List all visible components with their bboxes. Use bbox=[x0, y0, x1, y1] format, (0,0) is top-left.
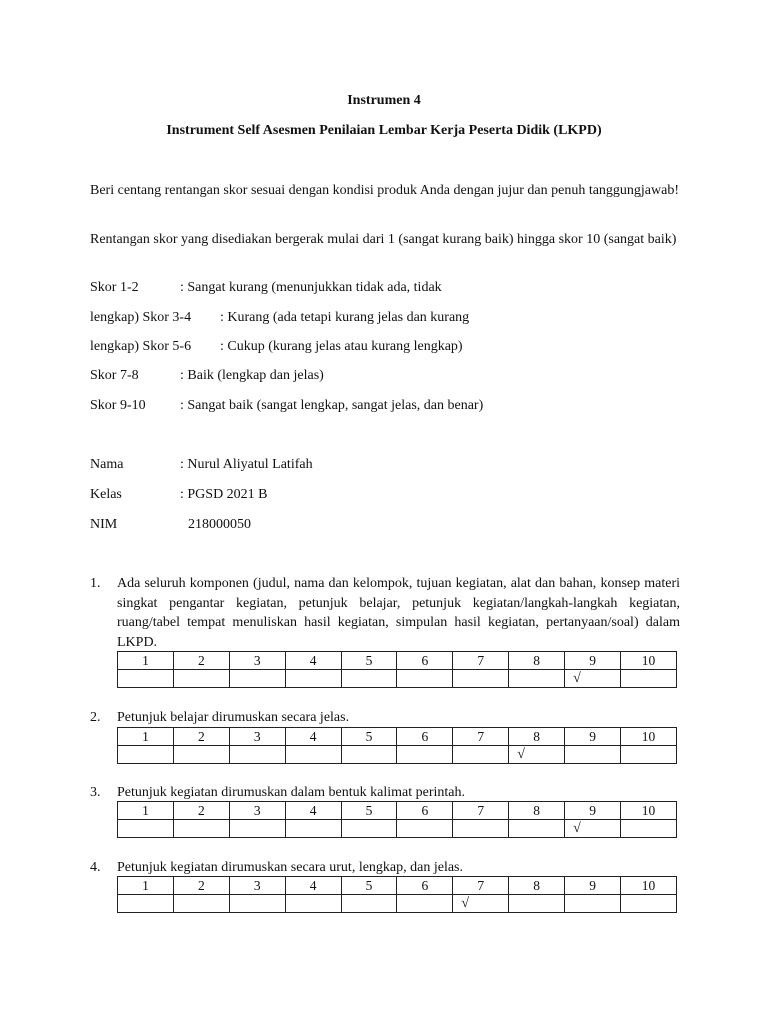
score-check-cell[interactable] bbox=[509, 670, 565, 688]
score-header-cell: 6 bbox=[397, 877, 453, 895]
score-header-cell: 7 bbox=[453, 877, 509, 895]
identity-label: NIM bbox=[90, 517, 118, 532]
score-header-cell: 2 bbox=[173, 728, 229, 746]
score-header-cell: 10 bbox=[621, 802, 677, 820]
score-check-cell[interactable] bbox=[509, 820, 565, 838]
score-header-cell: 3 bbox=[229, 652, 285, 670]
score-check-cell[interactable] bbox=[118, 670, 174, 688]
score-check-row bbox=[118, 746, 677, 764]
score-line-label: lengkap) Skor 5-6 bbox=[90, 339, 192, 354]
score-header-cell: 5 bbox=[341, 728, 397, 746]
score-check-row bbox=[118, 820, 677, 838]
score-header-cell: 5 bbox=[341, 652, 397, 670]
score-header-cell: 8 bbox=[509, 802, 565, 820]
score-check-cell[interactable] bbox=[565, 670, 621, 688]
score-check-row bbox=[118, 895, 677, 913]
score-check-cell[interactable] bbox=[173, 670, 229, 688]
score-line-text: : Sangat baik (sangat lengkap, sangat jelas, dan benar) bbox=[180, 398, 484, 413]
score-check-cell[interactable] bbox=[118, 895, 174, 913]
score-check-cell[interactable] bbox=[229, 746, 285, 764]
score-check-cell[interactable] bbox=[285, 746, 341, 764]
score-check-cell[interactable] bbox=[173, 820, 229, 838]
score-header-cell: 7 bbox=[453, 728, 509, 746]
score-header-cell: 10 bbox=[621, 877, 677, 895]
score-header-row bbox=[118, 877, 677, 895]
score-check-cell[interactable] bbox=[285, 820, 341, 838]
score-table bbox=[117, 801, 677, 838]
score-header-row bbox=[118, 652, 677, 670]
score-header-cell: 2 bbox=[173, 652, 229, 670]
score-line-label: lengkap) Skor 3-4 bbox=[90, 310, 192, 325]
identity-value: : PGSD 2021 B bbox=[180, 487, 268, 502]
score-header-cell: 8 bbox=[509, 652, 565, 670]
score-check-cell[interactable] bbox=[565, 895, 621, 913]
score-header-cell: 8 bbox=[509, 728, 565, 746]
identity-label: Nama bbox=[90, 457, 124, 472]
question-number: 4. bbox=[90, 860, 101, 875]
identity-value: : Nurul Aliyatul Latifah bbox=[180, 457, 313, 472]
score-header-cell: 10 bbox=[621, 728, 677, 746]
score-line-text: : Cukup (kurang jelas atau kurang lengkap) bbox=[220, 339, 463, 354]
score-line-text: : Kurang (ada tetapi kurang jelas dan kurang bbox=[220, 310, 470, 325]
score-line-label: Skor 7-8 bbox=[90, 368, 139, 383]
question-item bbox=[90, 858, 680, 878]
score-check-row bbox=[118, 670, 677, 688]
score-header-cell: 4 bbox=[285, 877, 341, 895]
score-check-cell[interactable] bbox=[565, 746, 621, 764]
score-header-cell: 8 bbox=[509, 877, 565, 895]
score-check-cell[interactable] bbox=[397, 670, 453, 688]
score-header-cell: 1 bbox=[118, 652, 174, 670]
score-check-cell[interactable] bbox=[621, 895, 677, 913]
question-number: 1. bbox=[90, 576, 101, 591]
score-check-cell[interactable] bbox=[173, 746, 229, 764]
score-check-cell[interactable] bbox=[397, 895, 453, 913]
score-header-cell: 6 bbox=[397, 728, 453, 746]
score-check-cell[interactable] bbox=[229, 895, 285, 913]
score-check-cell[interactable] bbox=[453, 895, 509, 913]
score-check-cell[interactable] bbox=[229, 670, 285, 688]
score-check-cell[interactable] bbox=[397, 820, 453, 838]
score-header-cell: 4 bbox=[285, 728, 341, 746]
score-header-cell: 9 bbox=[565, 877, 621, 895]
score-check-cell[interactable] bbox=[453, 670, 509, 688]
score-header-cell: 3 bbox=[229, 728, 285, 746]
score-check-cell[interactable] bbox=[341, 895, 397, 913]
question-text: Petunjuk kegiatan dirumuskan dalam bentuk kalimat perintah. bbox=[117, 785, 465, 800]
score-header-cell: 5 bbox=[341, 802, 397, 820]
score-header-cell: 1 bbox=[118, 802, 174, 820]
score-header-cell: 9 bbox=[565, 802, 621, 820]
identity-label: Kelas bbox=[90, 487, 122, 502]
score-check-cell[interactable] bbox=[565, 820, 621, 838]
question-text: Ada seluruh komponen (judul, nama dan kelompok, tujuan kegiatan, alat dan bahan, konsep materi singkat pengantar kegiatan, petunjuk belajar, petunjuk kegiatan/langkah-langkah kegiatan, ruang/tabel tempat menuliskan hasil kegiatan, simpulan hasil kegiatan, pertanyaan/soal) dalam LKPD. bbox=[117, 576, 680, 650]
check-mark-icon: √ bbox=[461, 895, 470, 911]
score-check-cell[interactable] bbox=[453, 746, 509, 764]
score-check-cell[interactable] bbox=[341, 746, 397, 764]
score-header-row bbox=[118, 802, 677, 820]
document-subtitle: Instrument Self Asesmen Penilaian Lembar Kerja Peserta Didik (LKPD) bbox=[166, 123, 602, 138]
score-check-cell[interactable] bbox=[341, 820, 397, 838]
score-check-cell[interactable] bbox=[621, 746, 677, 764]
score-header-cell: 4 bbox=[285, 652, 341, 670]
document-title: Instrumen 4 bbox=[347, 93, 421, 108]
question-text: Petunjuk kegiatan dirumuskan secara urut, lengkap, dan jelas. bbox=[117, 860, 464, 875]
question-item bbox=[90, 783, 680, 803]
score-check-cell[interactable] bbox=[118, 820, 174, 838]
score-header-cell: 2 bbox=[173, 877, 229, 895]
score-header-cell: 9 bbox=[565, 728, 621, 746]
instruction-paragraph: Beri centang rentangan skor sesuai dengan kondisi produk Anda dengan jujur dan penuh tanggungjawab! bbox=[90, 183, 680, 198]
question-item bbox=[90, 574, 680, 652]
score-line-label: Skor 1-2 bbox=[90, 280, 139, 295]
score-header-cell: 6 bbox=[397, 652, 453, 670]
score-header-row bbox=[118, 728, 677, 746]
score-check-cell[interactable] bbox=[621, 670, 677, 688]
score-check-cell[interactable] bbox=[229, 820, 285, 838]
score-check-cell[interactable] bbox=[118, 746, 174, 764]
score-table bbox=[117, 876, 677, 913]
score-header-cell: 3 bbox=[229, 877, 285, 895]
score-check-cell[interactable] bbox=[621, 820, 677, 838]
score-check-cell[interactable] bbox=[173, 895, 229, 913]
score-check-cell[interactable] bbox=[397, 746, 453, 764]
score-check-cell[interactable] bbox=[341, 670, 397, 688]
score-line-text: : Sangat kurang (menunjukkan tidak ada, tidak bbox=[180, 280, 442, 295]
question-number: 2. bbox=[90, 710, 101, 725]
range-note-paragraph: Rentangan skor yang disediakan bergerak mulai dari 1 (sangat kurang baik) hingga skor 10 (sangat baik) bbox=[90, 232, 677, 247]
score-check-cell[interactable] bbox=[509, 895, 565, 913]
score-header-cell: 7 bbox=[453, 652, 509, 670]
score-header-cell: 3 bbox=[229, 802, 285, 820]
check-mark-icon: √ bbox=[573, 820, 581, 836]
score-table bbox=[117, 651, 677, 688]
score-header-cell: 10 bbox=[621, 652, 677, 670]
score-line-label: Skor 9-10 bbox=[90, 398, 146, 413]
score-check-cell[interactable] bbox=[453, 820, 509, 838]
check-mark-icon: √ bbox=[573, 670, 581, 686]
score-header-cell: 7 bbox=[453, 802, 509, 820]
question-item bbox=[90, 708, 680, 728]
score-check-cell[interactable] bbox=[285, 895, 341, 913]
score-header-cell: 9 bbox=[565, 652, 621, 670]
score-check-cell[interactable] bbox=[509, 746, 565, 764]
score-header-cell: 2 bbox=[173, 802, 229, 820]
score-header-cell: 6 bbox=[397, 802, 453, 820]
score-header-cell: 1 bbox=[118, 728, 174, 746]
identity-value: 218000050 bbox=[188, 517, 251, 532]
score-table bbox=[117, 727, 677, 764]
question-text: Petunjuk belajar dirumuskan secara jelas. bbox=[117, 710, 350, 725]
question-number: 3. bbox=[90, 785, 101, 800]
score-header-cell: 5 bbox=[341, 877, 397, 895]
check-mark-icon: √ bbox=[517, 746, 525, 762]
score-header-cell: 1 bbox=[118, 877, 174, 895]
score-line-text: : Baik (lengkap dan jelas) bbox=[180, 368, 324, 383]
score-header-cell: 4 bbox=[285, 802, 341, 820]
score-check-cell[interactable] bbox=[285, 670, 341, 688]
